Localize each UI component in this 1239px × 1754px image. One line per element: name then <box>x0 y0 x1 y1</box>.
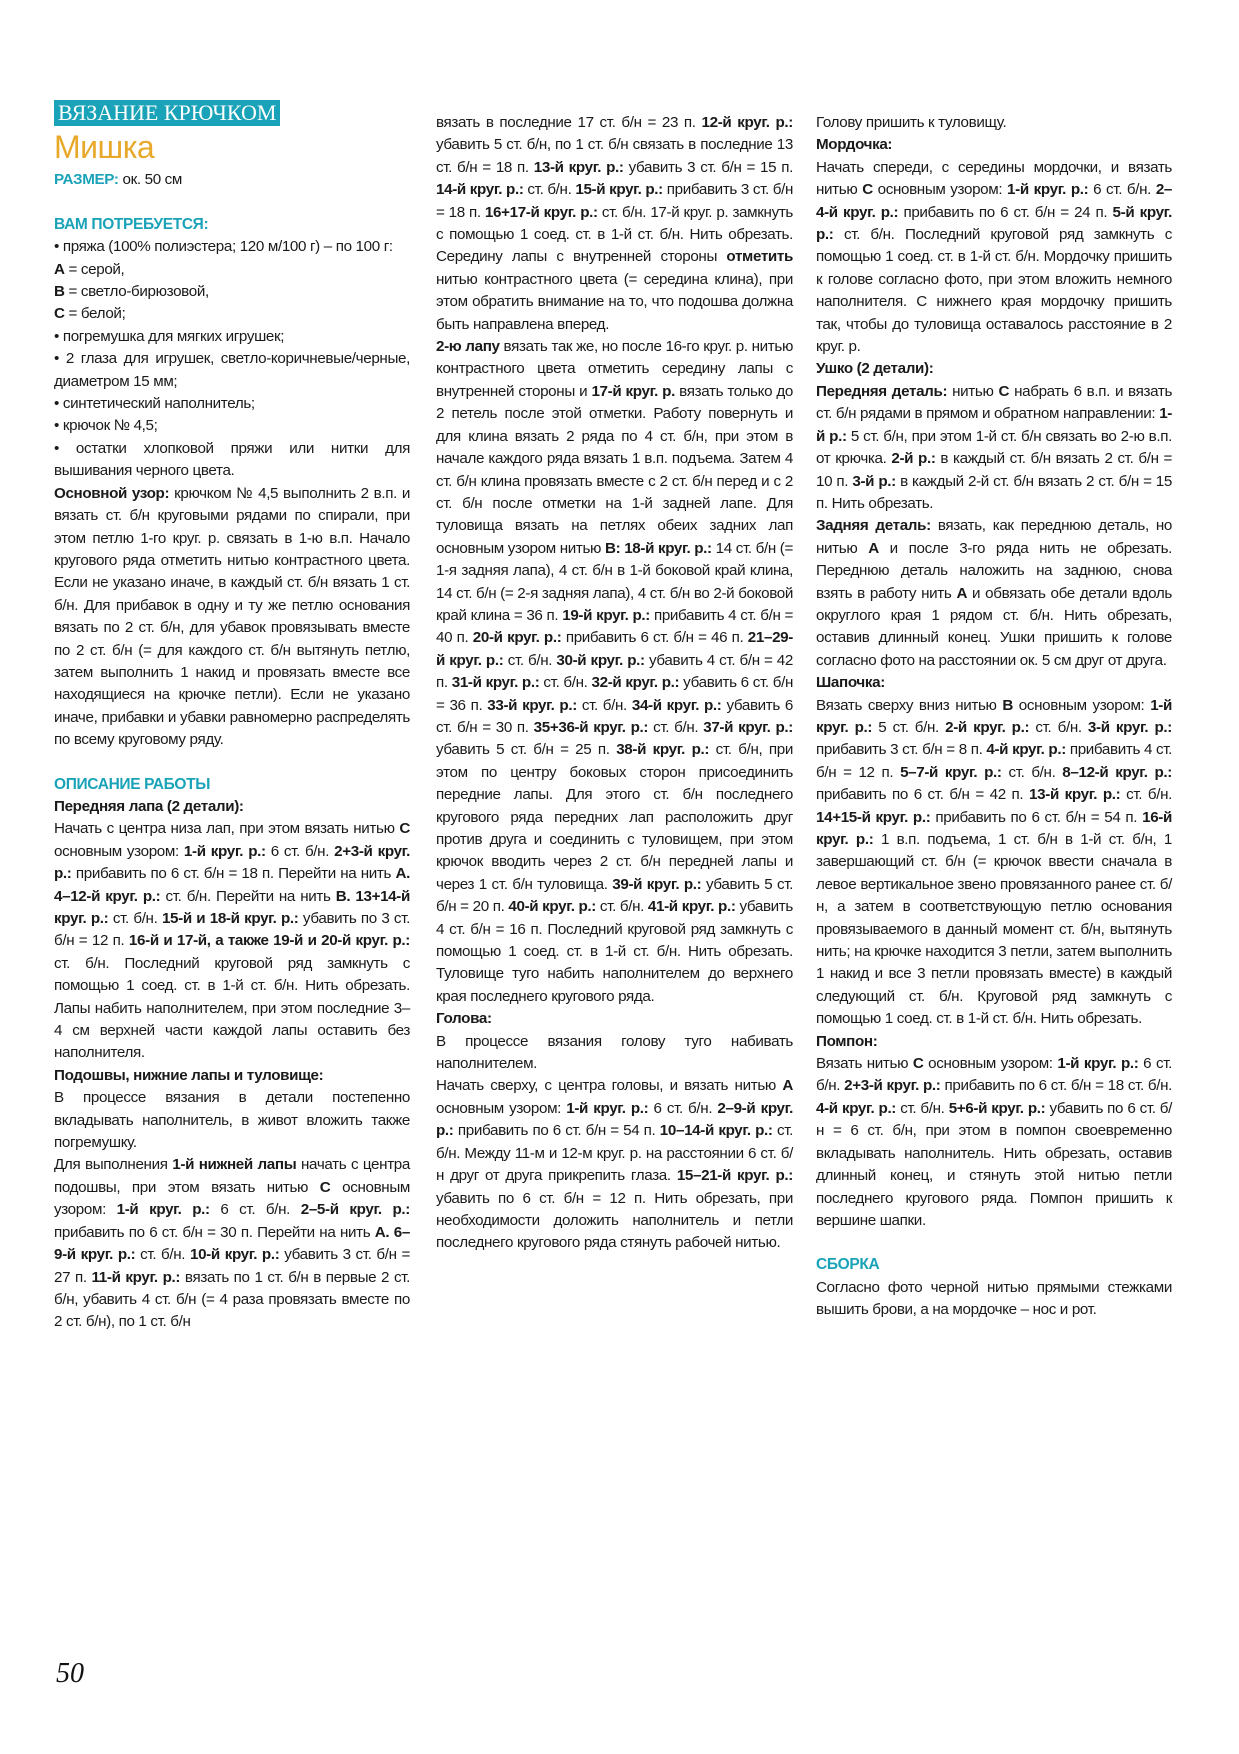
rubric-label <box>54 100 410 127</box>
text-run: основным узором: <box>436 1099 567 1117</box>
bold-run: 13-й круг. р.: <box>533 158 624 176</box>
paragraph <box>816 381 1172 515</box>
bold-run: 37-й круг. р.: <box>703 718 793 736</box>
text-run: прибавить по 6 ст. б/н = 54 п. <box>930 808 1143 826</box>
paragraph <box>436 1008 793 1030</box>
page-title: Мишка <box>54 129 155 166</box>
bold-run: B. 13+14-й круг. р.: <box>54 887 410 927</box>
page-number: 50 <box>56 1658 84 1689</box>
paragraph <box>816 515 1172 672</box>
text-run: 6 ст. б/н. <box>1088 181 1156 199</box>
bold-run: 21–29-й круг. р.: <box>436 629 793 669</box>
paragraph <box>436 336 793 1008</box>
bold-run: 35+36-й круг. р.: <box>533 718 649 736</box>
bold-run: Шапочка: <box>816 674 885 692</box>
bold-run: 40-й круг. р.: <box>508 898 596 916</box>
bold-run: Помпон: <box>816 1032 878 1050</box>
bold-run: 13-й круг. р.: <box>1029 786 1121 804</box>
text-run: 6 ст. б/н. <box>209 1201 301 1219</box>
text-run: вязать так же, но после 16-го круг. р. нитью контрастного цвета отметить середину лапы с внутренней стороны и <box>436 338 794 400</box>
text-run: прибавить 4 ст. б/н = 40 п. <box>436 606 793 647</box>
bold-run: 12-й круг. р.: <box>701 114 793 131</box>
text-run: вязать по 1 ст. б/н в первые 2 ст. б/н, убавить 4 ст. б/н (= 4 раза провязать вместе по 2 ст. б/н), по 1 ст. б/н <box>54 1268 410 1331</box>
text-run: Начать сверху, с центра головы, и вязать нитью <box>436 1077 783 1095</box>
bold-run: 31-й круг. р.: <box>451 674 540 692</box>
bold-run: 8–12-й круг. р.: <box>1062 763 1172 781</box>
text-run: прибавить по 6 ст. б/н = 18 ст. б/н. <box>940 1077 1172 1095</box>
text-run: и обвязать обе детали вдоль округлого края 1 рядом ст. б/н. Нить обрезать, оставив длинный конец. Ушки пришить к голове согласно фото на расстоянии ок. 5 см друг от друга. <box>816 584 1172 669</box>
paragraph <box>816 1277 1172 1322</box>
text-run: ст. б/н. Перейти на нить <box>160 887 336 905</box>
paragraph <box>436 1031 793 1076</box>
text-run: ст. б/н, при этом по центру боковых сторон присоединить передние лапы. Для этого ст. б/н последнего кругового ряда передних лап расположить друг против друга и соединить с туловищем, при этом крючок вводить через 2 ст. б/н передней лапы и через 1 ст. б/н туловища. <box>436 741 793 893</box>
text-run: прибавить по 6 ст. б/н = 30 п. Перейти на нить <box>54 1223 375 1241</box>
text-run: убавить 6 ст. б/н = 30 п. <box>436 696 794 736</box>
spacer <box>816 1232 1172 1254</box>
text-run: Начать с центра низа лап, при этом вязать нитью <box>54 820 400 838</box>
text-run: набрать 6 в.п. и вязать ст. б/н рядами в прямом и обратном направлении: <box>816 382 1173 423</box>
text-run: начать с центра подошвы, при этом вязать нитью <box>54 1156 410 1196</box>
bold-run: 14-й круг. р.: <box>436 181 524 199</box>
text-run: • 2 глаза для игрушек, светло-коричневые/черные, диаметром 15 мм; <box>54 350 410 390</box>
bold-run: 20-й круг. р.: <box>472 629 562 647</box>
section-heading: СБОРКА <box>816 1256 880 1274</box>
section-heading: ВАМ ПОТРЕБУЕТСЯ: <box>54 215 209 233</box>
bold-run: A <box>54 260 65 278</box>
bold-run: 1-й круг. р.: <box>1057 1055 1139 1073</box>
text-run: 6 ст. б/н. <box>648 1099 718 1117</box>
bold-run: C <box>862 181 873 199</box>
bold-run: 11-й круг. р.: <box>91 1268 181 1286</box>
bold-run: 5-й круг. р.: <box>816 203 1172 244</box>
text-run: в каждый 2-й ст. б/н вязать 2 ст. б/н = 15 п. Нить обрезать. <box>816 472 1172 512</box>
text-run: ст. б/н. Между 11-м и 12-м круг. р. на расстоянии 6 ст. б/н друг от друга прикрепить глаза. <box>436 1122 794 1185</box>
paragraph <box>436 1075 793 1254</box>
text-run: ст. б/н. <box>1001 763 1063 781</box>
bold-run: 30-й круг. р.: <box>556 651 645 669</box>
bold-run: 5–7-й круг. р.: <box>900 763 1002 781</box>
text-run: нитью контрастного цвета (= середина клина), при этом обратить внимание на то, что подошва должна быть направлена вперед. <box>436 270 793 333</box>
paragraph <box>54 169 410 191</box>
paragraph <box>54 415 410 437</box>
text-run: = серой, <box>64 260 125 278</box>
text-run: 5 ст. б/н. <box>872 718 946 736</box>
paragraph <box>436 112 793 336</box>
text-run: убавить по 3 ст. б/н = 12 п. <box>54 910 410 950</box>
paragraph <box>816 695 1172 1031</box>
bold-run: 2–5-й круг. р.: <box>300 1201 410 1219</box>
text-run: убавить 5 ст. б/н = 25 п. <box>436 741 617 759</box>
text-run: убавить 3 ст. б/н = 15 п. <box>623 158 794 176</box>
bold-run: 19-й круг. р.: <box>562 606 650 624</box>
bold-run: C <box>54 305 65 323</box>
bold-run: 41-й круг. р.: <box>647 898 736 916</box>
text-run: убавить 5 ст. б/н = 20 п. <box>436 875 793 916</box>
text-run: Вязать нитью <box>816 1055 913 1073</box>
bold-run: 4-й круг. р.: <box>816 1099 897 1117</box>
paragraph <box>54 483 410 752</box>
paragraph <box>816 358 1172 380</box>
paragraph <box>54 1154 410 1333</box>
bold-run: 1-й круг. р.: <box>116 1201 210 1219</box>
paragraph <box>54 796 410 818</box>
text-run: = светло-бирюзовой, <box>64 283 209 301</box>
paragraph <box>54 281 410 303</box>
paragraph <box>816 672 1172 694</box>
text-run: вязать, как переднюю деталь, но нитью <box>816 517 1172 557</box>
text-run: основным узором: <box>54 1178 410 1219</box>
bold-run: 2+3-й круг. р.: <box>54 842 410 883</box>
text-run: прибавить 3 ст. б/н = 18 п. <box>436 181 793 221</box>
paragraph <box>54 818 410 1064</box>
bold-run: 2-й круг. р.: <box>945 718 1030 736</box>
text-run: ст. б/н. <box>648 718 704 736</box>
bold-run: 5+6-й круг. р.: <box>948 1099 1046 1117</box>
bold-run: Задняя деталь: <box>816 517 931 535</box>
text-run: • остатки хлопковой пряжи или нитки для вышивания черного цвета. <box>54 439 410 480</box>
text-run: ст. б/н. <box>896 1099 949 1117</box>
bold-run: A. 4–12-й круг. р.: <box>54 865 410 905</box>
text-run: ст. б/н. Последний круговой ряд замкнуть с помощью 1 соед. ст. в 1-й ст. б/н. Нить обрезать. Лапы набить наполнителем, при этом последние 3–4 см верхней части каждой лапы оставить без наполнителя. <box>54 954 410 1062</box>
text-run: 5 ст. б/н, при этом 1-й ст. б/н связать во 2-ю в.п. от крючка. <box>816 427 1172 468</box>
bold-run: Передняя деталь: <box>816 382 948 400</box>
bold-run: 10–14-й круг. р.: <box>659 1122 773 1140</box>
text-run: прибавить по 6 ст. б/н = 18 п. Перейти на нить <box>71 865 396 883</box>
section-heading: ОПИСАНИЕ РАБОТЫ <box>54 775 211 793</box>
text-run: = белой; <box>64 305 126 323</box>
text-run: Вязать сверху вниз нитью <box>816 696 1003 714</box>
bold-run: A <box>956 584 968 602</box>
text-run: основным узором: <box>1013 696 1151 714</box>
paragraph <box>54 236 410 258</box>
paragraph <box>54 438 410 483</box>
bold-run: 3-й круг. р.: <box>1087 718 1172 736</box>
bold-run: B: 18-й круг. р.: <box>604 539 712 557</box>
bold-run: Ушко (2 детали): <box>816 360 934 378</box>
bold-run: РАЗМЕР: <box>54 171 123 189</box>
bold-run: 39-й круг. р.: <box>612 875 702 893</box>
text-run: в каждый ст. б/н вязать 2 ст. б/н = 10 п. <box>816 450 1172 490</box>
text-run: ст. б/н. <box>539 674 592 692</box>
bold-run: Голова: <box>436 1010 492 1028</box>
text-run: • синтетический наполнитель; <box>54 395 255 413</box>
bold-run: 2-й р.: <box>891 450 936 468</box>
text-run: Для выполнения <box>54 1156 173 1174</box>
text-run: прибавить 3 ст. б/н = 8 п. <box>816 741 987 759</box>
text-run: основным узором: <box>923 1055 1058 1073</box>
text-run: ст. б/н. <box>135 1246 190 1264</box>
bold-run: 2+3-й круг. р.: <box>844 1077 941 1095</box>
bold-run: 33-й круг. р.: <box>487 696 577 714</box>
text-run: убавить 5 ст. б/н, по 1 ст. б/н связать в последние 13 ст. б/н = 18 п. <box>436 136 793 176</box>
text-run: убавить 4 ст. б/н = 42 п. <box>436 651 793 692</box>
text-run: В процессе вязания голову туго набивать наполнителем. <box>436 1032 793 1073</box>
text-run: убавить по 6 ст. б/н = 6 ст. б/н, при этом в помпон своевременно вкладывать наполнитель. Нить обрезать, оставив длинный конец, и стянуть этой нитью петли последнего кругового ряда. Помпон пришить к вершине шапки. <box>816 1099 1172 1229</box>
text-run: крючком № 4,5 выполнить 2 в.п. и вязать ст. б/н круговыми рядами по спирали, при этом петлю 1-го круг. р. связать в 1-ю в.п. Начало кругового ряда отметить нитью контрастного цвета. Если не указано иначе, в каждый ст. б/н вязать 1 ст. б/н. Для прибавок в одну и ту же петлю основания вязать по 2 ст. б/н, для убавок провязывать вместе по 2 ст. б/н (= для каждого ст. б/н вытянуть петлю, затем выполнить 1 накид и провязать вместе все находящиеся на крючке петли). Если не указано иначе, прибавки и убавки равномерно распределять по всему круговому ряду. <box>54 484 410 749</box>
spacer <box>54 752 410 774</box>
bold-run: Основной узор: <box>54 484 170 502</box>
bold-run: 16-й и 17-й, а также 19-й и 20-й круг. р.: <box>128 932 410 950</box>
bold-run: B <box>54 283 65 301</box>
column-1 <box>54 100 410 1334</box>
bold-run: A. 6–9-й круг. р.: <box>54 1223 410 1264</box>
text-run: Начать спереди, с середины мордочки, и вязать нитью <box>816 158 1172 199</box>
text-run: прибавить по 6 ст. б/н = 42 п. <box>816 786 1030 804</box>
text-run: 6 ст. б/н. <box>816 1055 1172 1095</box>
bold-run: 2-ю лапу <box>436 338 500 356</box>
text-run: убавить 4 ст. б/н = 16 п. Последний круговой ряд замкнуть с помощью 1 соед. ст. в 1-й ст. б/н. Нить обрезать. Туловище туго набить наполнителем до верхнего края последнего кругового ряда. <box>436 898 793 1005</box>
text-run: ст. б/н. <box>503 651 557 669</box>
column-3 <box>816 112 1172 1322</box>
paragraph <box>816 134 1172 156</box>
text-run: основным узором: <box>54 842 184 860</box>
text-run: ст. б/н. 17-й круг. р. замкнуть с помощью 1 соед. ст. в 1-й ст. б/н. Нить обрезать. Середину лапы с внутренней стороны <box>436 203 793 266</box>
bold-run: 1-й нижней лапы <box>172 1156 297 1174</box>
bold-run: 16-й круг. р.: <box>816 808 1172 848</box>
text-run: прибавить по 6 ст. б/н = 24 п. <box>898 203 1113 221</box>
bold-run: Мордочка: <box>816 136 893 154</box>
text-run: Согласно фото черной нитью прямыми стежками вышить брови, а на мордочке – нос и рот. <box>816 1278 1172 1319</box>
column-2 <box>436 112 793 1255</box>
text-run: убавить 3 ст. б/н = 27 п. <box>54 1246 410 1286</box>
text-run: • пряжа (100% полиэстера; 120 м/100 г) – по 100 г: <box>54 238 393 256</box>
bold-run: A <box>782 1077 793 1095</box>
text-run: ст. б/н. Последний круговой ряд замкнуть с помощью 1 соед. ст. в 1-й ст. б/н. Мордочку пришить к голове согласно фото, при этом вложить немного наполнителя. С нижнего края мордочку пришить так, чтобы до туловища оставалось расстояние в 2 круг. р. <box>816 226 1172 356</box>
bold-run: Передняя лапа (2 детали): <box>54 797 244 815</box>
text-run: ст. б/н. <box>576 696 632 714</box>
text-run: ст. б/н. <box>108 910 162 927</box>
bold-run: 2–9-й круг. р.: <box>436 1099 793 1140</box>
bold-run: 1-й р.: <box>816 405 1172 445</box>
text-run: и после 3-го ряда нить не обрезать. Переднюю деталь наложить на заднюю, снова взять в работу нить <box>816 539 1172 602</box>
bold-run: B <box>1002 696 1013 714</box>
bold-run: C <box>998 382 1010 400</box>
bold-run: 1-й круг. р.: <box>816 696 1172 736</box>
paragraph <box>54 303 410 325</box>
bold-run: 1-й круг. р.: <box>1007 181 1089 199</box>
bold-run: 15–21-й круг. р.: <box>676 1167 793 1185</box>
bold-run: 14+15-й круг. р.: <box>816 808 931 826</box>
text-run: вязать только до 2 петель после этой отметки. Работу повернуть и для клина вязать 2 ряда по 4 ст. б/н, при этом в начале каждого ряда вязать 1 в.п. подъема. Затем 4 ст. б/н клина провязать вместе с 2 ст. б/н перед и с 2 ст. б/н после отметки на 1-й задней лапе. Для туловища вязать на петлях обеих задних лап основным узором нитью <box>436 382 793 557</box>
bold-run: C <box>912 1055 924 1073</box>
bold-run: C <box>319 1178 331 1196</box>
bold-run: 32-й круг. р.: <box>591 674 680 692</box>
bold-run: 15-й и 18-й круг. р.: <box>161 910 299 927</box>
text-run: основным узором: <box>872 181 1008 199</box>
bold-run: C <box>399 820 410 838</box>
text-run: убавить по 6 ст. б/н = 12 п. Нить обрезать, при необходимости доложить наполнитель и петли последнего кругового ряда стянуть рабочей нитью. <box>436 1189 793 1252</box>
paragraph <box>54 259 410 281</box>
text-run: прибавить по 6 ст. б/н = 54 п. <box>453 1122 660 1140</box>
text-run: ст. б/н. <box>1120 786 1173 804</box>
bold-run: 17-й круг. р. <box>591 382 675 400</box>
text-run: прибавить 6 ст. б/н = 46 п. <box>561 629 748 647</box>
bold-run: 1-й круг. р.: <box>566 1099 649 1117</box>
text-run: прибавить 4 ст. б/н = 12 п. <box>816 741 1173 781</box>
text-run: нитью <box>947 382 999 400</box>
spacer <box>54 192 410 214</box>
paragraph <box>816 112 1172 134</box>
text-run: Голову пришить к туловищу. <box>816 114 1007 131</box>
paragraph <box>54 348 410 393</box>
bold-run: 16+17-й круг. р.: <box>484 203 598 221</box>
paragraph <box>816 1031 1172 1053</box>
bold-run: A <box>868 539 879 557</box>
bold-run: 4-й круг. р.: <box>986 741 1066 759</box>
text-run: В процессе вязания в детали постепенно вкладывать наполнитель, в живот вложить также погремушку. <box>54 1089 410 1152</box>
bold-run: 38-й круг. р.: <box>616 741 710 759</box>
section-rubric: ВЯЗАНИЕ КРЮЧКОМ <box>54 100 280 126</box>
paragraph <box>816 157 1172 359</box>
bold-run: 10-й круг. р.: <box>189 1246 280 1264</box>
text-run: 6 ст. б/н. <box>265 842 335 860</box>
text-run: вязать в последние 17 ст. б/н = 23 п. <box>436 114 702 131</box>
bold-run: 2–4-й круг. р.: <box>816 181 1173 221</box>
text-run: 1 в.п. подъема, 1 ст. б/н в 1-й ст. б/н, 1 завершающий ст. б/н (= крючок ввести сначала в левое вертикальное звено провязанного ранее ст. б/н, а затем в соответствующую петлю основания провязываемого в данный момент ст. б/н, вытянуть нить; на крючке находится 3 петли, затем выполнить 1 накид и все 3 петли провязать вместе) в каждый следующий ст. б/н. Круговой ряд замкнуть с помощью 1 соед. ст. в 1-й ст. б/н. Нить обрезать. <box>816 831 1173 1028</box>
text-run: • погремушка для мягких игрушек; <box>54 327 285 345</box>
paragraph <box>816 1053 1172 1232</box>
text-run: ст. б/н. <box>596 898 648 916</box>
bold-run: отметить <box>726 248 793 266</box>
paragraph <box>54 1065 410 1087</box>
text-run: ст. б/н. <box>1029 718 1088 736</box>
bold-run: 3-й р.: <box>852 472 896 490</box>
paragraph <box>54 326 410 348</box>
text-run: 14 ст. б/н (= 1-я задняя лапа), 4 ст. б/н в 1-й боковой край клина, 14 ст. б/н (= 2-я задняя лапа), 4 ст. б/н во 2-й боковой край клина = 36 п. <box>436 539 793 624</box>
bold-run: Подошвы, нижние лапы и туловище: <box>54 1066 324 1084</box>
bold-run: 1-й круг. р.: <box>183 842 266 860</box>
text-run: • крючок № 4,5; <box>54 417 158 435</box>
paragraph <box>54 393 410 415</box>
text-run: убавить 6 ст. б/н = 36 п. <box>436 674 793 714</box>
text-run: ст. б/н. <box>523 181 576 199</box>
text-run: ок. 50 см <box>122 171 182 189</box>
paragraph <box>54 1087 410 1154</box>
bold-run: 34-й круг. р.: <box>631 696 722 714</box>
bold-run: 15-й круг. р.: <box>575 181 663 199</box>
